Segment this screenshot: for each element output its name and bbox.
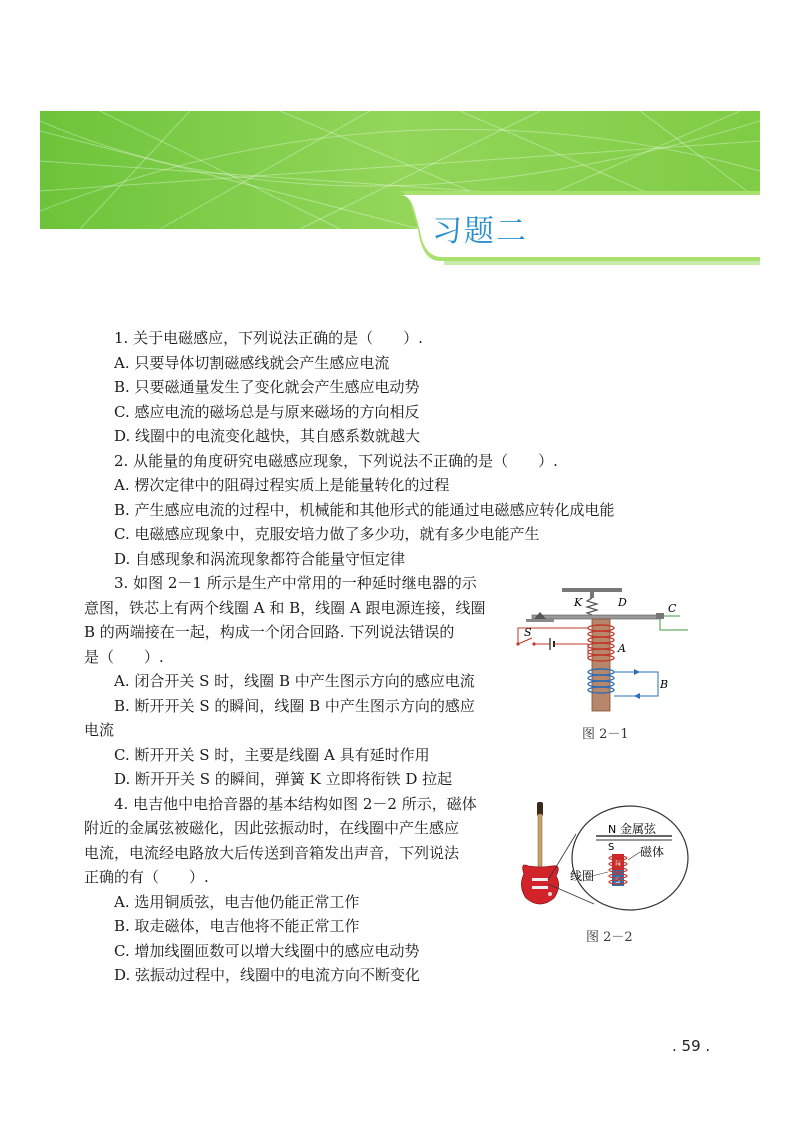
iron-core [592, 619, 610, 711]
guitar-illustration [521, 802, 558, 904]
question-4-option-d: D. 弦振动过程中，线圈中的电流方向不断变化 [114, 966, 421, 984]
question-4-option-a: A. 选用铜质弦，电吉他仍能正常工作 [114, 892, 360, 911]
question-2-option-c: C. 电磁感应现象中，克服安培力做了多少功，就有多少电能产生 [114, 525, 540, 543]
page-number: . 59 . [672, 1037, 711, 1055]
question-4-option-b: B. 取走磁体，电吉他将不能正常工作 [114, 917, 360, 935]
figure-2-1-caption: 图 2－1 [582, 727, 629, 742]
question-3-option-a: A. 闭合开关 S 时，线圈 B 中产生图示方向的感应电流 [114, 672, 475, 690]
question-1-option-c: C. 感应电流的磁场总是与原来磁场的方向相反 [114, 402, 420, 421]
figure-2-2 [512, 800, 690, 912]
question-3-option-c: C. 断开开关 S 时，主要是线圈 A 具有延时作用 [114, 745, 430, 764]
label-magnet: 磁体 [640, 845, 665, 859]
pickup-diagram [512, 800, 690, 912]
header-banner [40, 111, 760, 271]
label-c: C [668, 602, 677, 615]
question-3-option-d: D. 断开开关 S 的瞬间，弹簧 K 立即将衔铁 D 拉起 [114, 770, 453, 788]
label-coil: 线圈 [570, 869, 595, 883]
question-2-option-b: B. 产生感应电流的过程中，机械能和其他形式的能通过电磁感应转化成电能 [114, 500, 615, 519]
question-1-option-b: B. 只要磁通量发生了变化就会产生感应电动势 [114, 378, 420, 396]
question-4-stem-line-4: 正确的有（ ）. [84, 868, 209, 886]
coil-a [588, 625, 614, 661]
label-a: A [618, 642, 626, 655]
question-3-stem-line-1: 3. 如图 2－1 所示是生产中常用的一种延时继电器的示 [114, 574, 477, 592]
question-4-stem-line-1: 4. 电吉他中电拾音器的基本结构如图 2－2 所示，磁体 [114, 794, 477, 813]
question-4-stem-line-3: 电流，电流经电路放大后传送到音箱发出声音，下列说法 [84, 843, 460, 862]
question-4-stem-line-2: 附近的金属弦被磁化，因此弦振动时，在线圈中产生感应 [84, 819, 460, 837]
question-1-stem: 1. 关于电磁感应，下列说法正确的是（ ）. [114, 329, 423, 347]
question-3-option-b: B. 断开开关 S 的瞬间，线圈 B 中产生图示方向的感应 [114, 696, 475, 715]
label-metal-string: 金属弦 [620, 822, 657, 836]
label-s: S [524, 626, 532, 639]
label-d: D [618, 596, 627, 609]
question-1-option-d: D. 线圈中的电流变化越快，其自感系数就越大 [114, 427, 421, 445]
question-3-stem-line-4: 是（ ）. [84, 647, 164, 666]
figure-2-2-caption: 图 2－2 [586, 930, 633, 945]
label-n: N [608, 823, 617, 836]
relay-diagram [510, 582, 690, 712]
question-2-stem: 2. 从能量的角度研究电磁感应现象，下列说法不正确的是（ ）. [114, 451, 558, 470]
armature-d [532, 615, 660, 619]
label-k: K [574, 596, 583, 609]
question-3-stem-line-3: B 的两端接在一起，构成一个闭合回路. 下列说法错误的 [84, 623, 455, 641]
label-s-top: S [608, 842, 615, 853]
figure-2-1 [510, 582, 690, 712]
question-1-option-a: A. 只要导体切割磁感线就会产生感应电流 [114, 353, 390, 372]
label-magnet-n: N [615, 859, 621, 868]
top-bracket [562, 588, 622, 592]
question-3-stem-line-2: 意图，铁芯上有两个线圈 A 和 B，线圈 A 跟电源连接，线圈 [84, 598, 486, 617]
question-3-option-b-continued: 电流 [84, 721, 115, 739]
banner-graphic [40, 111, 760, 271]
chapter-title: 习题二 [432, 214, 528, 249]
spring-k [587, 598, 597, 615]
question-2-option-d: D. 自感现象和涡流现象都符合能量守恒定律 [114, 549, 406, 568]
label-magnet-s: S [615, 876, 621, 885]
question-4-option-c: C. 增加线圈匝数可以增大线圈中的感应电动势 [114, 941, 420, 960]
label-b: B [660, 678, 669, 691]
question-2-option-a: A. 楞次定律中的阻碍过程实质上是能量转化的过程 [114, 476, 450, 494]
